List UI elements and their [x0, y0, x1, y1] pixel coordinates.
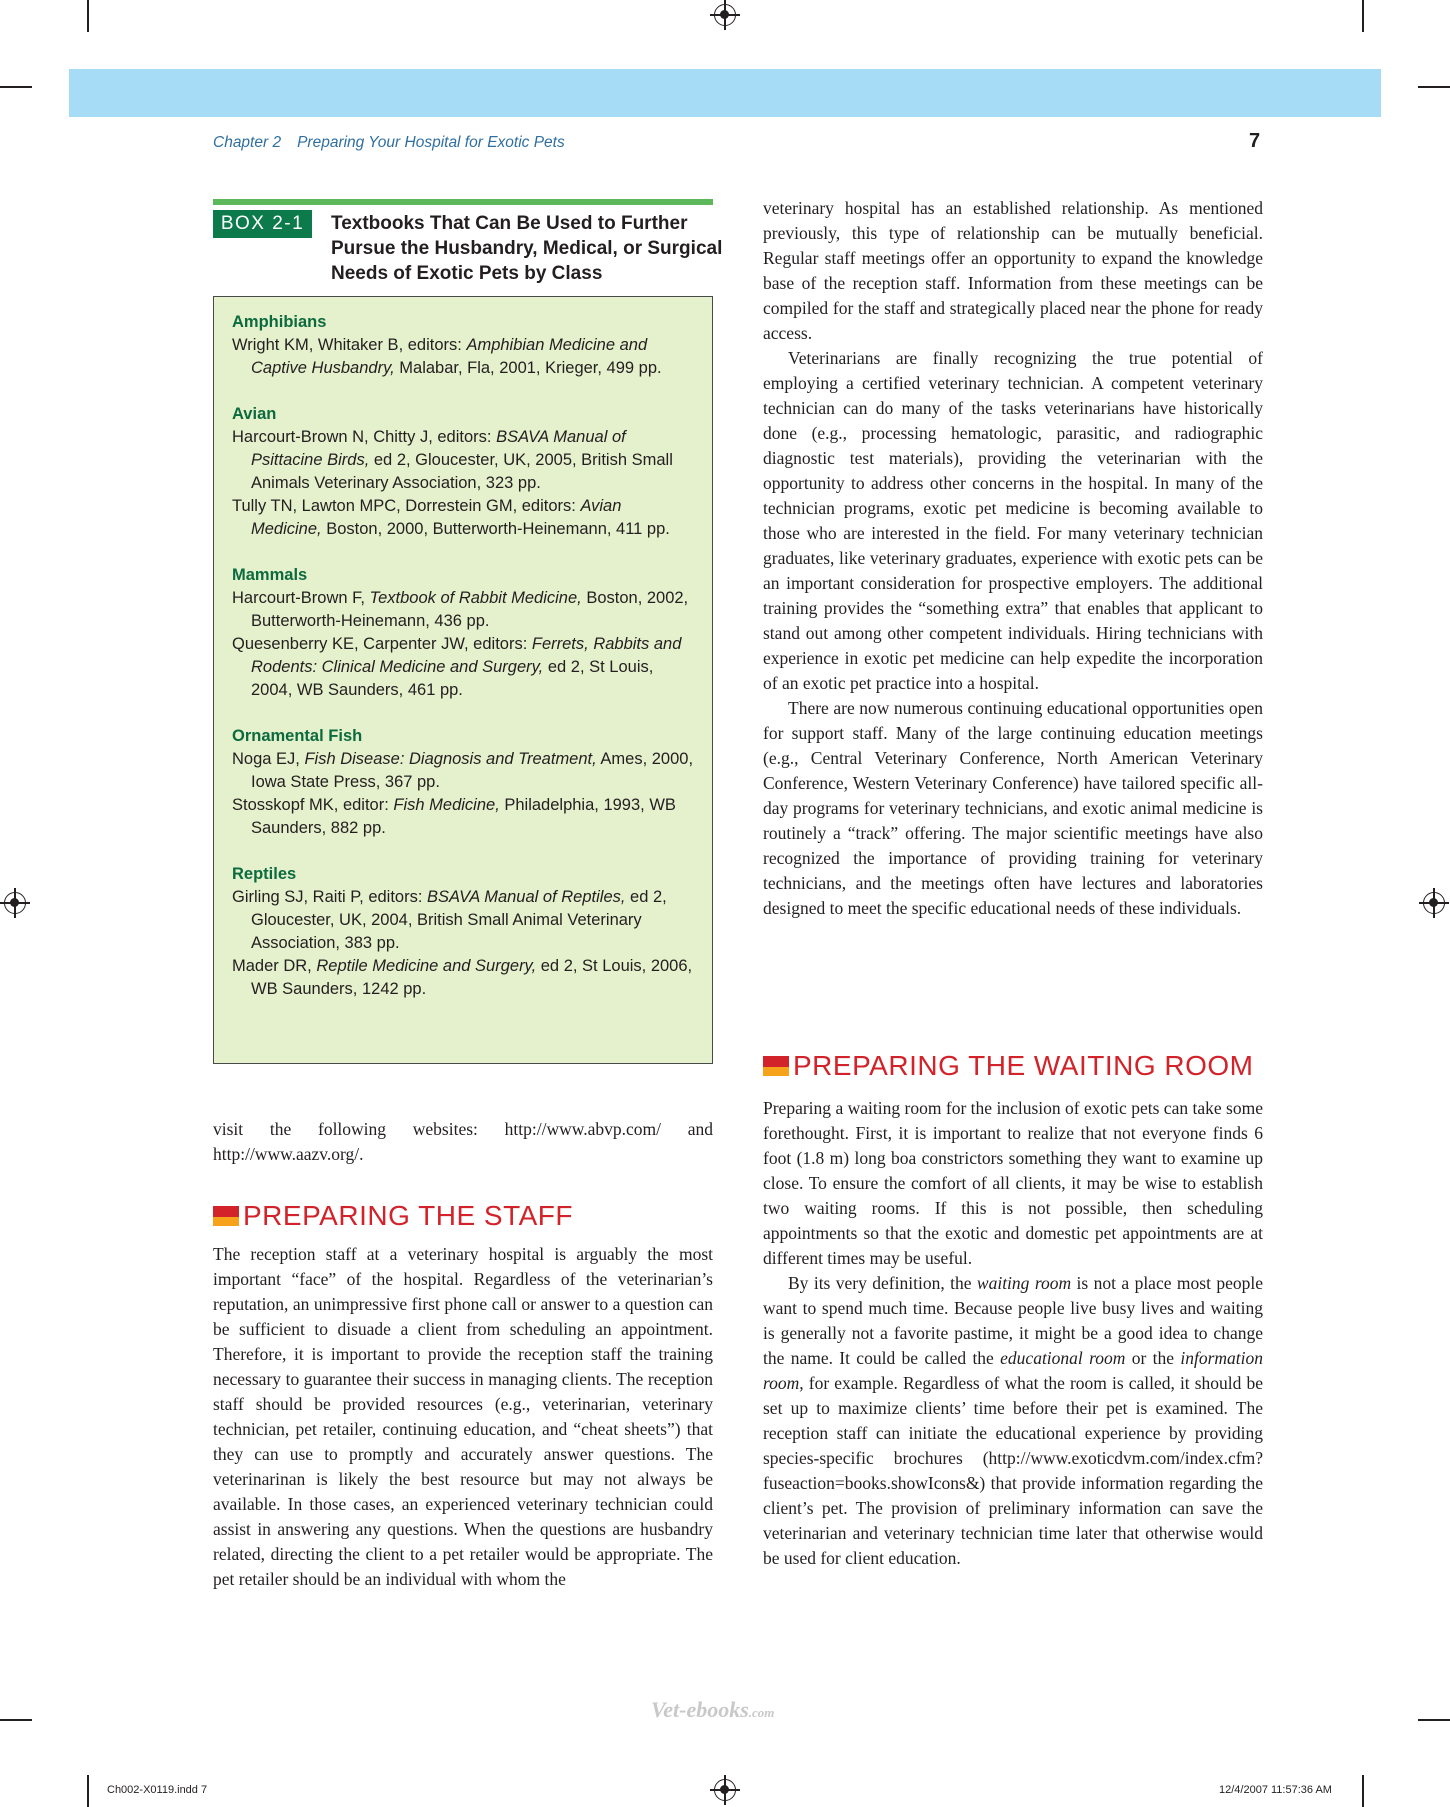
category-title: Ornamental Fish — [232, 727, 363, 745]
box-label: BOX 2-1 — [213, 210, 312, 238]
category-title: Amphibians — [232, 313, 327, 331]
category-title: Reptiles — [232, 865, 297, 883]
crop-mark — [0, 1719, 32, 1721]
registration-mark-icon — [4, 892, 26, 914]
page-number: 7 — [1249, 130, 1261, 152]
paragraph: Preparing a waiting room for the inclusion of exotic pets can take some forethought. First, it is important to realize that not everyone finds 6 foot (1.8 m) long boa constrictors something they want to examine up close. To ensure the comfort of all clients, it may be wise to establish two waiting rooms. If this is not possible, then scheduling appointments so that the exotic and domestic pet appointments are at different times may be useful. — [763, 1098, 1263, 1268]
box-category — [232, 403, 694, 541]
crop-mark — [1362, 1775, 1364, 1807]
paragraph: veterinary hospital has an established relationship. As mentioned previously, this type of relationship can be mutually beneficial. Regular staff meetings offer an opportunity to expand the knowledge base of the reception staff. Information from these meetings can be compiled for the staff and strategically placed near the phone for ready access. — [763, 198, 1263, 343]
heading-text: PREPARING THE STAFF — [243, 1200, 573, 1231]
reference-entry: Quesenberry KE, Carpenter JW, editors: Ferrets, Rabbits and Rodents: Clinical Medicine and Surgery, ed 2, St Louis, 2004, WB Saunders, 461 pp. — [232, 635, 682, 699]
section-heading-staff — [213, 1200, 573, 1232]
registration-mark-icon — [714, 1779, 736, 1801]
box-body — [213, 296, 713, 1064]
reference-entry: Mader DR, Reptile Medicine and Surgery, ed 2, St Louis, 2006, WB Saunders, 1242 pp. — [232, 957, 693, 998]
paragraph: visit the following websites: http://www.abvp.com/ and http://www.aazv.org/. — [213, 1119, 713, 1164]
heading-marker-icon — [213, 1206, 239, 1226]
box-category — [232, 863, 694, 1001]
reference-entry: Girling SJ, Raiti P, editors: BSAVA Manual of Reptiles, ed 2, Gloucester, UK, 2004, British Small Animal Veterinary Association, 383 pp. — [232, 888, 667, 952]
date-slug: 12/4/2007 11:57:36 AM — [1219, 1784, 1332, 1796]
paragraph: There are now numerous continuing educational opportunities open for support staff. Many of the large continuing education meetings (e.g., Central Veterinary Conference, North American Veterinary Conference, Western Veterinary Conference) have tailored specific all-day programs for veterinary technicians, and exotic animal medicine is routinely a “track” offering. The major scientific meetings have also recognized the importance of providing training for veterinary technicians, and the meetings often have lectures and laboratories designed to meet the specific educational needs of these individuals. — [763, 698, 1263, 918]
box-category — [232, 311, 694, 380]
crop-mark — [87, 1775, 89, 1807]
crop-mark — [1418, 1719, 1450, 1721]
box-top-rule — [213, 199, 713, 205]
reference-entry: Wright KM, Whitaker B, editors: Amphibian Medicine and Captive Husbandry, Malabar, Fla, 2001, Krieger, 499 pp. — [232, 336, 662, 377]
registration-mark-icon — [1423, 892, 1445, 914]
crop-mark — [1362, 0, 1364, 32]
reference-entry: Tully TN, Lawton MPC, Dorrestein GM, editors: Avian Medicine, Boston, 2000, Butterworth-Heinemann, 411 pp. — [232, 497, 670, 538]
heading-marker-icon — [763, 1056, 789, 1076]
paragraph: Veterinarians are finally recognizing the true potential of employing a certified veterinary technician. A competent veterinary technician can do many of the tasks veterinarians have historically done (e.g., processing hematologic, parasitic, and radiographic diagnostic test materials), providing the veterinarian with the opportunity to address other concerns in the hospital. In many of the technician programs, exotic pet medicine is becoming available to those who are interested in the field. For many veterinary technician graduates, like veterinary graduates, experience with exotic pets can be an important consideration for prospective employers. The additional training provides the “something extra” that enables that applicant to stand out among other competent individuals. Hiring technicians with experience in exotic pet medicine can help expedite the incorporation of an exotic pet practice into a hospital. — [763, 348, 1263, 693]
left-column-continued — [213, 1117, 713, 1167]
crop-mark — [1418, 86, 1450, 88]
chapter-title: Preparing Your Hospital for Exotic Pets — [297, 134, 565, 151]
heading-text: PREPARING THE WAITING ROOM — [793, 1050, 1254, 1081]
paragraph: The reception staff at a veterinary hospital is arguably the most important “face” of the hospital. Regardless of the veterinarian’s reputation, an unimpressive first phone call or answer to a question can be sufficient to disuade a client from scheduling an appointment. Therefore, it is important to provide the reception staff the training necessary to guarantee their success in managing clients. The reception staff should be provided resources (e.g., veterinarian, veterinary technician, pet retailer, continuing education, and “cheat sheets”) that they can use to promptly and accurately answer questions. The veterinarinan is likely the best resource but may not always be available. In those cases, an experienced veterinary technician could assist in answering any questions. When the questions are husbandry related, directing the client to a pet retailer would be appropriate. The pet retailer should be an individual with whom the — [213, 1244, 713, 1589]
category-title: Avian — [232, 405, 277, 423]
left-column-body — [213, 1242, 713, 1592]
crop-mark — [0, 86, 32, 88]
paragraph: By its very definition, the waiting room is not a place most people want to spend much time. Because people live busy lives and waiting is generally not a favorite pastime, it might be a good idea to change the name. It could be called the educational room or the information room, for example. Regardless of what the room is called, it should be set up to maximize clients’ time before their pet is examined. The reception staff can initiate the educational experience by providing species-specific brochures (http://www.exoticdvm.com/index.cfm?fuseaction=books.showIcons&) that provide information regarding the client’s pet. The provision of preliminary information can save the veterinarian and veterinary technician time later that otherwise would be used for client education. — [763, 1273, 1263, 1568]
reference-entry: Harcourt-Brown F, Textbook of Rabbit Medicine, Boston, 2002, Butterworth-Heinemann, 436 pp. — [232, 589, 689, 630]
running-head — [213, 134, 565, 152]
category-title: Mammals — [232, 566, 308, 584]
box-category — [232, 564, 694, 702]
section-heading-waiting-room — [763, 1050, 1254, 1082]
box-title: Textbooks That Can Be Used to Further Pursue the Husbandry, Medical, or Surgical Needs of Exotic Pets by Class — [331, 213, 723, 284]
watermark-logo: Vet-ebooks.com — [651, 1697, 775, 1722]
chapter-number: Chapter 2 — [213, 134, 282, 151]
header-band — [69, 69, 1381, 117]
registration-mark-icon — [714, 4, 736, 26]
reference-entry: Harcourt-Brown N, Chitty J, editors: BSAVA Manual of Psittacine Birds, ed 2, Gloucester, UK, 2005, British Small Animals Veterinary Association, 323 pp. — [232, 428, 673, 492]
file-slug: Ch002-X0119.indd 7 — [107, 1784, 208, 1796]
right-column-waiting-room — [763, 1096, 1263, 1571]
right-column-body — [763, 196, 1263, 921]
reference-entry: Stosskopf MK, editor: Fish Medicine, Philadelphia, 1993, WB Saunders, 882 pp. — [232, 796, 676, 837]
reference-entry: Noga EJ, Fish Disease: Diagnosis and Treatment, Ames, 2000, Iowa State Press, 367 pp. — [232, 750, 694, 791]
box-category — [232, 725, 694, 840]
crop-mark — [87, 0, 89, 32]
